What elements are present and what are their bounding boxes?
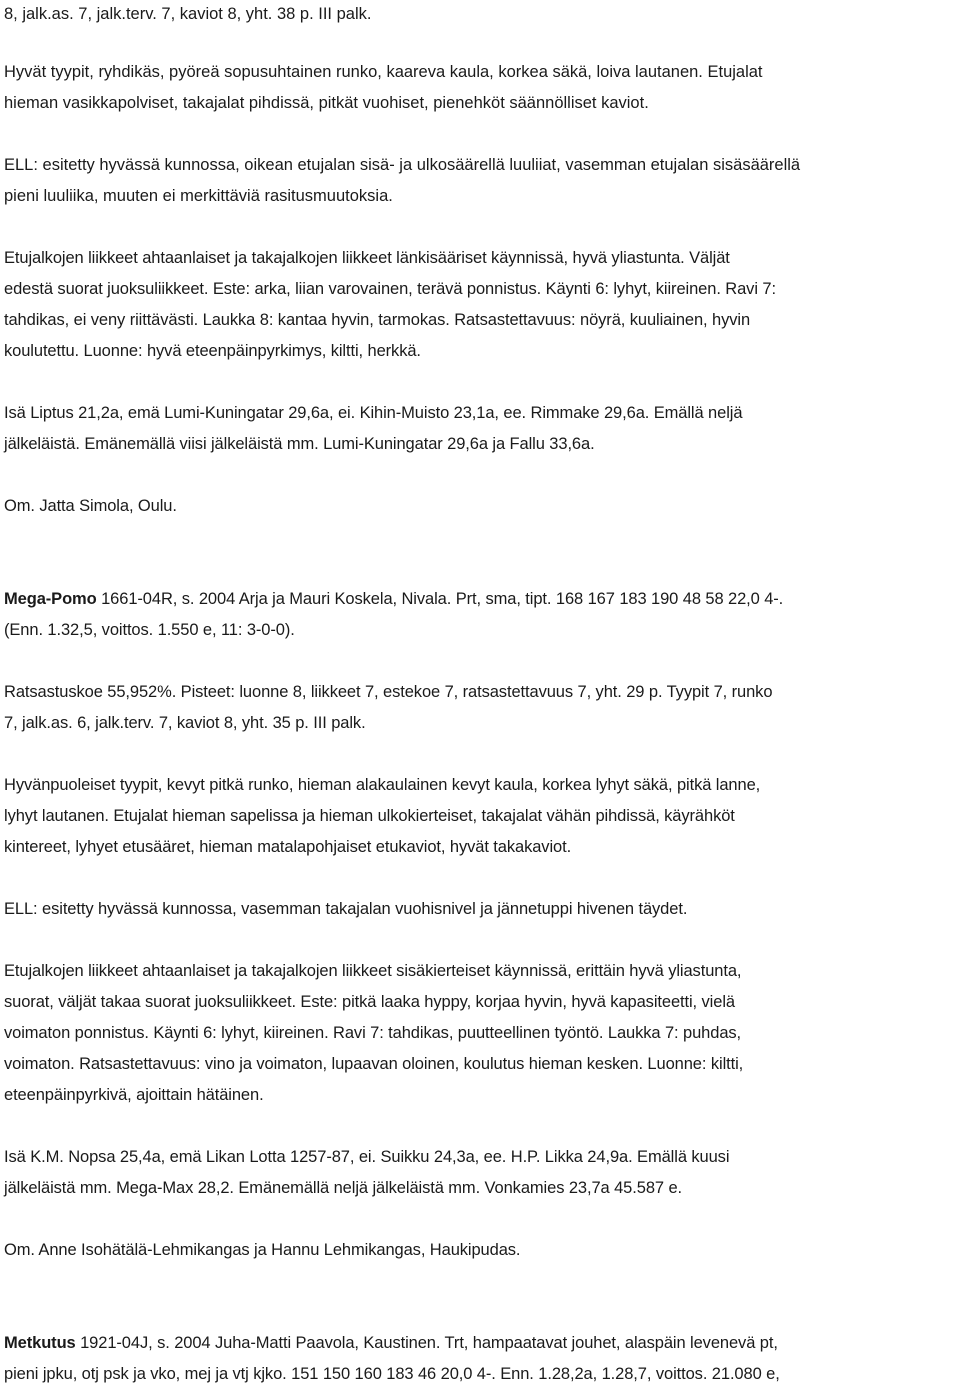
- text-line: Ratsastuskoe 55,952%. Pisteet: luonne 8, liikkeet 7, estekoe 7, ratsastettavuus 7, yht. 29 p. Tyypit 7, runko: [4, 683, 773, 701]
- text-line: eteenpäinpyrkivä, ajoittain hätäinen.: [4, 1086, 264, 1104]
- text-line: jälkeläistä. Emänemällä viisi jälkeläistä mm. Lumi-Kuningatar 29,6a ja Fallu 33,6a.: [4, 435, 595, 453]
- text-line: Hyvänpuoleiset tyypit, kevyt pitkä runko, hieman alakaulainen kevyt kaula, korkea lyhyt säkä, pitkä lanne,: [4, 776, 761, 794]
- text-line: Hyvät tyypit, ryhdikäs, pyöreä sopusuhtainen runko, kaareva kaula, korkea säkä, loiva lautanen. Etujalat: [4, 63, 763, 81]
- text-line: voimaton. Ratsastettavuus: vino ja voimaton, lupaavan oloinen, koulutus hieman kesken. Luonne: kiltti,: [4, 1055, 744, 1073]
- text-line: suorat, väljät takaa suorat juoksuliikkeet. Este: pitkä laaka hyppy, korjaa hyvin, hyvä kapasiteetti, vielä: [4, 993, 735, 1011]
- horse-heading-line: Metkutus 1921-04J, s. 2004 Juha-Matti Paavola, Kaustinen. Trt, hampaatavat jouhet, alaspäin levenevä pt,: [4, 1334, 778, 1352]
- text-line: voimaton ponnistus. Käynti 6: lyhyt, kiireinen. Ravi 7: tahdikas, puutteellinen työntö. Laukka 7: puhdas,: [4, 1024, 742, 1042]
- text-line: edestä suorat juoksuliikkeet. Este: arka, liian varovainen, terävä ponnistus. Käynti 6: lyhyt, kiireinen. Ravi 7:: [4, 280, 776, 298]
- text-line: Isä K.M. Nopsa 25,4a, emä Likan Lotta 1257-87, ei. Suikku 24,3a, ee. H.P. Likka 24,9a. Emällä kuusi: [4, 1148, 730, 1166]
- text-line: ELL: esitetty hyvässä kunnossa, vasemman takajalan vuohisnivel ja jännetuppi hivenen täydet.: [4, 900, 688, 918]
- text-line: Etujalkojen liikkeet ahtaanlaiset ja takajalkojen liikkeet länkisääriset käynnissä, hyvä yliastunta. Väljät: [4, 249, 730, 267]
- horse-name: Mega-Pomo: [4, 590, 97, 608]
- text-line: tahdikas, ei veny riittävästi. Laukka 8: kantaa hyvin, tarmokas. Ratsastettavuus: nöyrä, kuuliainen, hyvin: [4, 311, 751, 329]
- text-line: pieni jpku, otj psk ja vko, mej ja vtj kjko. 151 150 160 183 46 20,0 4-. Enn. 1.28,2a, 1.28,7, voittos. 21.080 e,: [4, 1365, 780, 1383]
- text-line: Om. Jatta Simola, Oulu.: [4, 497, 177, 515]
- text-line: hieman vasikkapolviset, takajalat pihdissä, pitkät vuohiset, pienehköt säännölliset kaviot.: [4, 94, 649, 112]
- text-line: 7, jalk.as. 6, jalk.terv. 7, kaviot 8, yht. 35 p. III palk.: [4, 714, 366, 732]
- text-line: 8, jalk.as. 7, jalk.terv. 7, kaviot 8, yht. 38 p. III palk.: [4, 5, 372, 23]
- text-line: koulutettu. Luonne: hyvä eteenpäinpyrkimys, kiltti, herkkä.: [4, 342, 421, 360]
- text-line: lyhyt lautanen. Etujalat hieman sapelissa ja hieman ulkokierteiset, takajalat vähän pihdissä, käyrähköt: [4, 807, 735, 825]
- text-line: Isä Liptus 21,2a, emä Lumi-Kuningatar 29,6a, ei. Kihin-Muisto 23,1a, ee. Rimmake 29,6a. Emällä neljä: [4, 404, 743, 422]
- text-line: Om. Anne Isohätälä-Lehmikangas ja Hannu Lehmikangas, Haukipudas.: [4, 1241, 521, 1259]
- text-line: jälkeläistä mm. Mega-Max 28,2. Emänemällä neljä jälkeläistä mm. Vonkamies 23,7a 45.587 e.: [4, 1179, 683, 1197]
- horse-heading-line: Mega-Pomo 1661-04R, s. 2004 Arja ja Mauri Koskela, Nivala. Prt, sma, tipt. 168 167 183 190 48 58 22,0 4-.: [4, 590, 784, 608]
- text-line: kintereet, lyhyet etusääret, hieman matalapohjaiset etukaviot, hyvät takakaviot.: [4, 838, 572, 856]
- horse-name: Metkutus: [4, 1334, 76, 1352]
- text-line: Etujalkojen liikkeet ahtaanlaiset ja takajalkojen liikkeet sisäkierteiset käynnissä, erittäin hyvä yliastunta,: [4, 962, 742, 980]
- text-line: (Enn. 1.32,5, voittos. 1.550 e, 11: 3-0-0).: [4, 621, 295, 639]
- text-line: pieni luuliika, muuten ei merkittäviä rasitusmuutoksia.: [4, 187, 393, 205]
- text-line: ELL: esitetty hyvässä kunnossa, oikean etujalan sisä- ja ulkosäärellä luuliiat, vasemman etujalan sisäsäärellä: [4, 156, 801, 174]
